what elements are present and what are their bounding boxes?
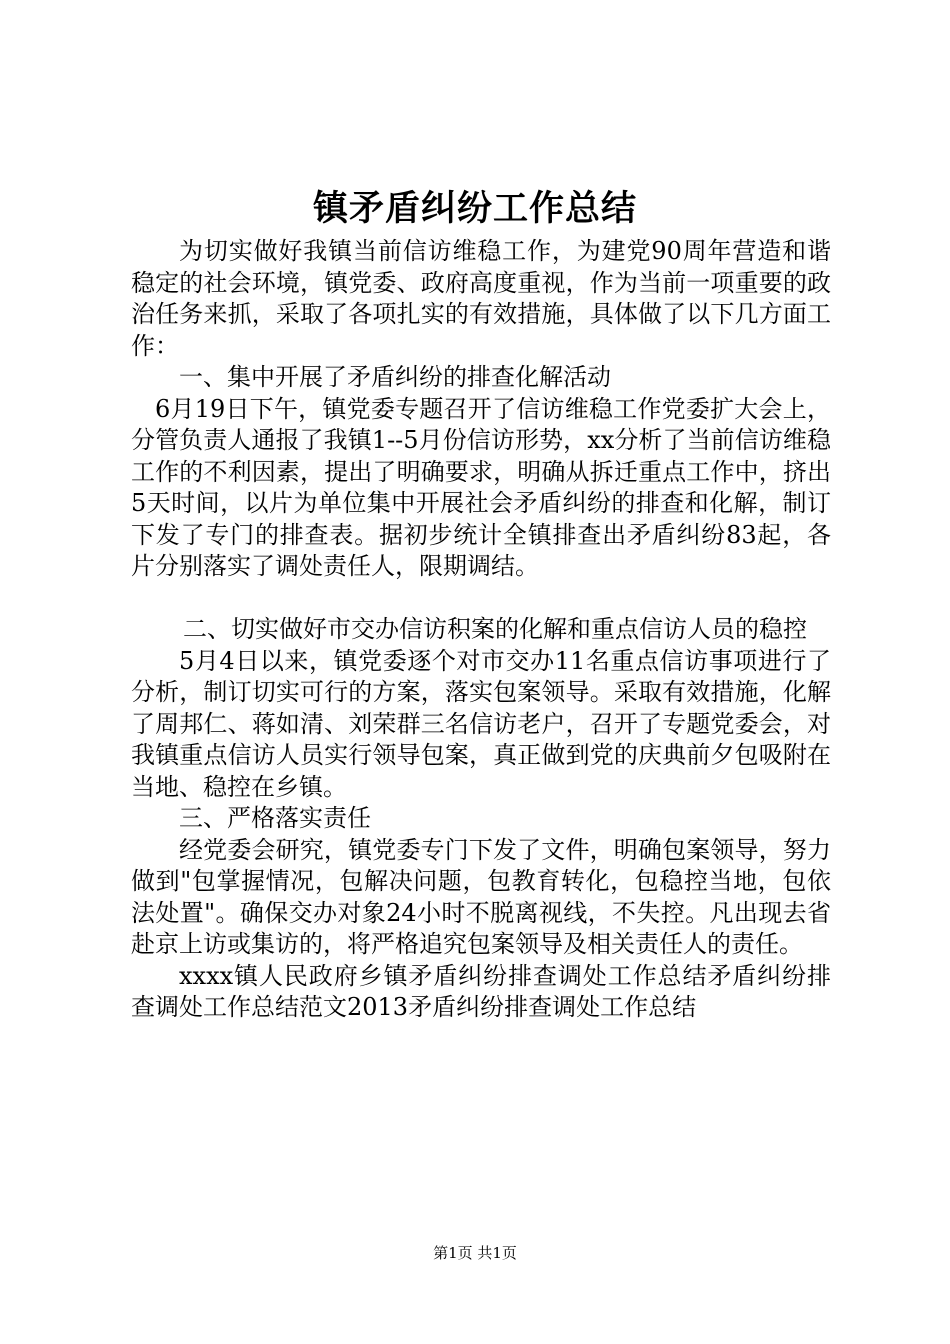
page-title: 镇矛盾纠纷工作总结 bbox=[312, 188, 637, 229]
intro-paragraph: 为切实做好我镇当前信访维稳工作，为建党90周年营造和谐稳定的社会环境，镇党委、政府高度重视，作为当前一项重要的政治任务来抓，采取了各项扎实的有效措施，具体做了以下几方面工作： bbox=[131, 237, 831, 360]
section-heading-1: 一、集中开展了矛盾纠纷的排查化解活动 bbox=[179, 363, 611, 391]
section-2-paragraph: 5月4日以来，镇党委逐个对市交办11名重点信访事项进行了分析，制订切实可行的方案，落实包案领导。采取有效措施，化解了周邦仁、蒋如清、刘荣群三名信访老户，召开了专题党委会，对我镇重点信访人员实行领导包案，真正做到党的庆典前夕包吸附在当地、稳控在乡镇。 bbox=[131, 646, 831, 801]
related-titles-paragraph: xxxx镇人民政府乡镇矛盾纠纷排查调处工作总结矛盾纠纷排查调处工作总结范文2013矛盾纠纷排查调处工作总结 bbox=[131, 961, 831, 1021]
document-body bbox=[131, 236, 831, 1024]
page-footer: 第1页 共1页 bbox=[433, 1244, 517, 1262]
section-heading-3: 三、严格落实责任 bbox=[179, 804, 371, 832]
section-heading-2: 二、切实做好市交办信访积案的化解和重点信访人员的稳控 bbox=[183, 615, 807, 643]
section-3-paragraph: 经党委会研究，镇党委专门下发了文件，明确包案领导，努力做到"包掌握情况，包解决问题，包教育转化，包稳控当地，包依法处置"。确保交办对象24小时不脱离视线，不失控。凡出现去省赴京上访或集访的，将严格追究包案领导及相关责任人的责任。 bbox=[131, 835, 831, 958]
blank-line bbox=[131, 583, 831, 615]
section-1-paragraph: 6月19日下午，镇党委专题召开了信访维稳工作党委扩大会上，分管负责人通报了我镇1--5月份信访形势，xx分析了当前信访维稳工作的不利因素，提出了明确要求，明确从拆迁重点工作中，挤出5天时间，以片为单位集中开展社会矛盾纠纷的排查和化解，制订下发了专门的排查表。据初步统计全镇排查出矛盾纠纷83起，各片分别落实了调处责任人，限期调结。 bbox=[131, 394, 831, 580]
